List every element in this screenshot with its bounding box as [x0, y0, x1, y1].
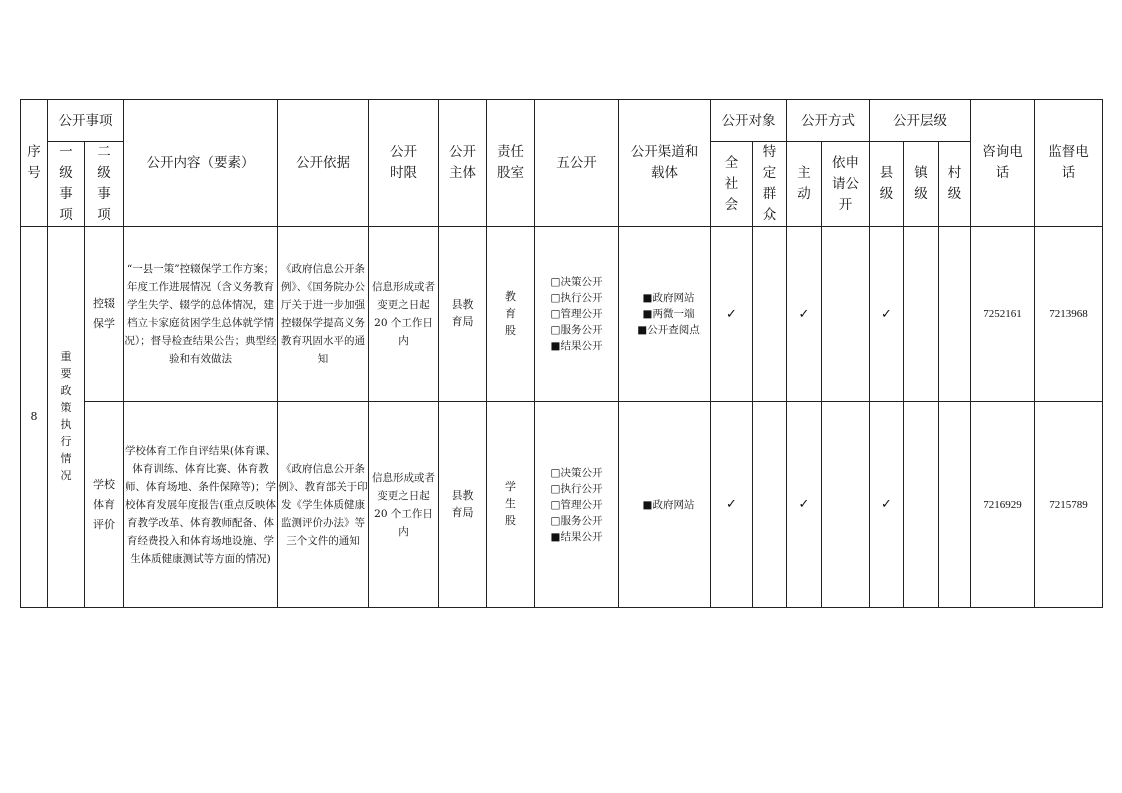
office-cell: 教育股	[487, 227, 535, 402]
level-town-check	[904, 402, 939, 608]
subject-cell: 县教育局	[439, 402, 487, 608]
method-apply-check	[822, 402, 870, 608]
basis-cell: 《政府信息公开条例》、《国务院办公厅关于进一步加强控辍保学提高义务教育巩固水平的通知	[278, 227, 369, 402]
level1-value: 重要政策执行情况	[48, 227, 85, 608]
consult-phone: 7216929	[971, 402, 1035, 608]
five-open-item: □服务公开	[550, 514, 603, 527]
audience-all-check: ✓	[711, 402, 753, 608]
seq-value: 8	[21, 227, 48, 608]
header-content: 公开内容（要素）	[124, 100, 278, 227]
header-consult-phone: 咨询电话	[971, 100, 1035, 227]
level2-value: 学校体育评价	[85, 402, 124, 608]
level-town-check	[904, 227, 939, 402]
header-channel: 公开渠道和载体	[619, 100, 711, 227]
header-level-village: 村级	[939, 142, 971, 227]
channel-item: ■政府网站	[642, 292, 695, 304]
level-village-check	[939, 402, 971, 608]
content-cell: 学校体育工作自评结果(体育课、体育训练、体育比赛、体育教师、体育场地、条件保障等)；学校体育发展年度报告(重点反映体育教学改革、体育教师配备、体育经费投入和体育场地设施、学生体质健康测试等方面的情况)	[124, 402, 278, 608]
header-method-apply: 依申请公开	[822, 142, 870, 227]
header-level-town: 镇级	[904, 142, 939, 227]
table-row	[21, 402, 1103, 608]
channel-cell	[619, 227, 711, 402]
header-office: 责任股室	[487, 100, 535, 227]
header-audience-group: 公开对象	[711, 100, 787, 142]
five-open-item: □执行公开	[550, 482, 603, 495]
channel-cell	[619, 402, 711, 608]
office-cell: 学生股	[487, 402, 535, 608]
table-row	[21, 227, 1103, 402]
subject-cell: 县教育局	[439, 227, 487, 402]
channel-item: ■公开查阅点	[637, 324, 700, 336]
header-level1: 一级事项	[48, 142, 85, 227]
header-items-group: 公开事项	[48, 100, 124, 142]
five-open-item: □服务公开	[550, 324, 603, 336]
time-limit-cell: 信息形成或者变更之日起 20 个工作日内	[369, 227, 439, 402]
header-five-open: 五公开	[535, 100, 619, 227]
header-audience-specific: 特定群众	[753, 142, 787, 227]
method-active-check: ✓	[787, 402, 822, 608]
header-seq: 序号	[21, 100, 48, 227]
five-open-cell	[535, 227, 619, 402]
five-open-item: □管理公开	[550, 308, 603, 320]
method-apply-check	[822, 227, 870, 402]
header-time-limit: 公开时限	[369, 100, 439, 227]
supervise-phone: 7215789	[1035, 402, 1103, 608]
level-village-check	[939, 227, 971, 402]
header-level-county: 县级	[870, 142, 904, 227]
basis-cell: 《政府信息公开条例》、教育部关于印发《学生体质健康监测评价办法》等三个文件的通知	[278, 402, 369, 608]
header-subject: 公开主体	[439, 100, 487, 227]
header-audience-all: 全社会	[711, 142, 753, 227]
five-open-item: ■结果公开	[550, 340, 603, 352]
supervise-phone: 7213968	[1035, 227, 1103, 402]
five-open-item: □决策公开	[550, 276, 603, 288]
five-open-cell	[535, 402, 619, 608]
level-county-check: ✓	[870, 402, 904, 608]
audience-specific-check	[753, 402, 787, 608]
header-basis: 公开依据	[278, 100, 369, 227]
content-cell: “一县一策”控辍保学工作方案；年度工作进展情况（含义务教育学生失学、辍学的总体情况，建档立卡家庭贫困学生总体就学情况）；督导检查结果公告；典型经验和有效做法	[124, 227, 278, 402]
level2-value: 控辍保学	[85, 227, 124, 402]
five-open-item: □执行公开	[550, 292, 603, 304]
audience-all-check: ✓	[711, 227, 753, 402]
header-level-group: 公开层级	[870, 100, 971, 142]
five-open-item: ■结果公开	[550, 530, 603, 543]
header-supervise-phone: 监督电话	[1035, 100, 1103, 227]
header-level2: 二级事项	[85, 142, 124, 227]
channel-item: ■两微一端	[642, 308, 695, 320]
method-active-check: ✓	[787, 227, 822, 402]
level-county-check: ✓	[870, 227, 904, 402]
header-method-group: 公开方式	[787, 100, 870, 142]
disclosure-table	[20, 99, 1103, 608]
channel-item: ■政府网站	[642, 498, 695, 511]
consult-phone: 7252161	[971, 227, 1035, 402]
five-open-item: □管理公开	[550, 498, 603, 511]
audience-specific-check	[753, 227, 787, 402]
five-open-item: □决策公开	[550, 466, 603, 479]
time-limit-cell: 信息形成或者变更之日起 20 个工作日内	[369, 402, 439, 608]
header-method-active: 主动	[787, 142, 822, 227]
